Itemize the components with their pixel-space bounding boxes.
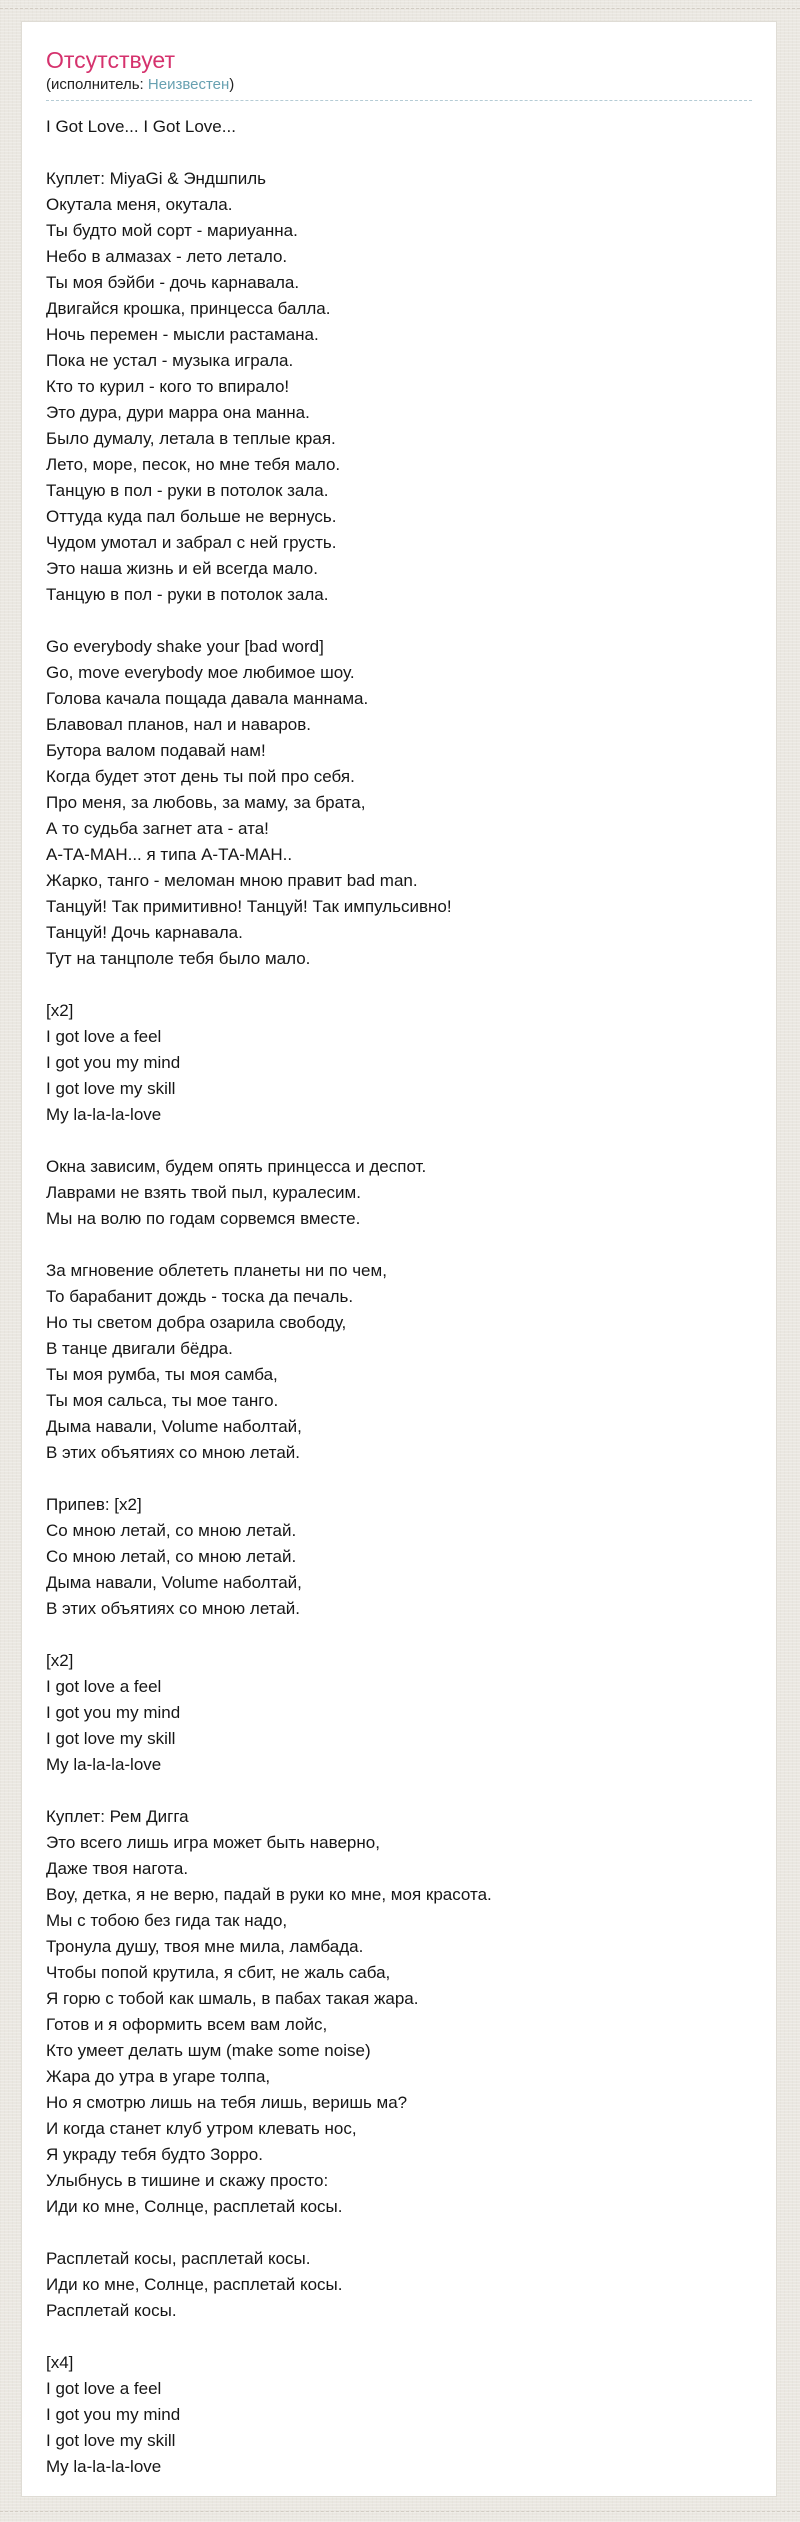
lyric-line: Это всего лишь игра может быть наверно, (46, 1833, 380, 1852)
lyric-line: Иди ко мне, Солнце, расплетай косы. (46, 2275, 343, 2294)
lyric-line: Go everybody shake your [bad word] (46, 637, 324, 656)
lyric-line: I got love my skill (46, 1729, 176, 1748)
lyric-line: I got you my mind (46, 2405, 181, 2424)
lyric-line: Было думалу, летала в теплые края. (46, 429, 336, 448)
lyric-stanza (46, 634, 752, 972)
lyric-line: В этих объятиях со мною летай. (46, 1443, 300, 1462)
lyric-stanza (46, 2350, 752, 2480)
lyric-stanza (46, 1154, 752, 1232)
lyric-line: Когда будет этот день ты пой про себя. (46, 767, 355, 786)
artist-link[interactable]: Неизвестен (147, 76, 230, 93)
lyric-line: I got love my skill (46, 1079, 176, 1098)
lyric-line: Двигайся крошка, принцесса балла. (46, 299, 331, 318)
lyric-line: Ты будто мой сорт - мариуанна. (46, 221, 298, 240)
artist-label: (исполнитель: (46, 76, 144, 93)
lyric-line: My la-la-la-love (46, 1755, 162, 1774)
lyric-stanza (46, 166, 752, 608)
lyric-line: [x2] (46, 1651, 74, 1670)
lyric-stanza (46, 1804, 752, 2220)
lyric-line: Мы с тобою без гида так надо, (46, 1911, 288, 1930)
lyric-line: I got love a feel (46, 2379, 162, 2398)
lyric-line: Танцуй! Так примитивно! Танцуй! Так импульсивно! (46, 897, 452, 916)
lyric-line: Небо в алмазах - лето летало. (46, 247, 288, 266)
lyric-line: Оттуда куда пал больше не вернусь. (46, 507, 337, 526)
lyric-stanza (46, 2246, 752, 2324)
lyric-line: Ты моя румба, ты моя самба, (46, 1365, 278, 1384)
page-bottom-dashed-divider (0, 2511, 800, 2512)
lyric-line: Танцую в пол - руки в потолок зала. (46, 585, 329, 604)
lyric-line: Это дура, дури марра она манна. (46, 403, 310, 422)
lyric-stanza (46, 1648, 752, 1778)
lyric-line: Кто умеет делать шум (make some noise) (46, 2041, 371, 2060)
lyric-line: Куплет: MiyaGi & Эндшпиль (46, 169, 266, 188)
lyric-line: Жара до утра в угаре толпа, (46, 2067, 271, 2086)
lyric-line: Чтобы попой крутила, я сбит, не жаль саба, (46, 1963, 391, 1982)
lyric-line: Расплетай косы. (46, 2301, 177, 2320)
lyric-stanza (46, 1492, 752, 1622)
lyric-line: I Got Love... I Got Love... (46, 117, 236, 136)
lyric-line: I got you my mind (46, 1053, 181, 1072)
lyric-line: Ночь перемен - мысли растамана. (46, 325, 319, 344)
lyric-line: Готов и я оформить всем вам лойс, (46, 2015, 328, 2034)
lyric-line: Go, move everybody мое любимое шоу. (46, 663, 355, 682)
lyric-line: Чудом умотал и забрал с ней грусть. (46, 533, 337, 552)
lyric-line: В этих объятиях со мною летай. (46, 1599, 300, 1618)
lyric-line: Блавовал планов, нал и наваров. (46, 715, 311, 734)
lyric-line: Голова качала пощада давала маннама. (46, 689, 369, 708)
lyric-line: My la-la-la-love (46, 1105, 162, 1124)
lyric-line: Танцуй! Дочь карнавала. (46, 923, 243, 942)
lyric-line: My la-la-la-love (46, 2457, 162, 2476)
artist-label-close: ) (229, 76, 235, 93)
page-top-dashed-divider (0, 8, 800, 9)
lyric-line: В танце двигали бёдра. (46, 1339, 233, 1358)
song-title: Отсутствует (46, 47, 175, 73)
lyric-line: [x4] (46, 2353, 74, 2372)
lyric-line: Я украду тебя будто Зорро. (46, 2145, 263, 2164)
lyric-line: Про меня, за любовь, за маму, за брата, (46, 793, 366, 812)
lyric-line: Мы на волю по годам сорвемся вместе. (46, 1209, 361, 1228)
lyric-line: Воу, детка, я не верю, падай в руки ко мне, моя красота. (46, 1885, 492, 1904)
lyric-line: Куплет: Рем Дигга (46, 1807, 189, 1826)
lyric-line: Иди ко мне, Солнце, расплетай косы. (46, 2197, 343, 2216)
lyric-line: Тут на танцполе тебя было мало. (46, 949, 311, 968)
lyric-line: Припев: [x2] (46, 1495, 142, 1514)
lyric-line: I got love a feel (46, 1677, 162, 1696)
lyric-line: Дыма навали, Volume наболтай, (46, 1417, 302, 1436)
lyric-line: Жарко, танго - меломан мною правит bad man. (46, 871, 418, 890)
lyric-line: Но я смотрю лишь на тебя лишь, веришь ма? (46, 2093, 408, 2112)
lyric-stanza (46, 114, 752, 140)
lyric-line: I got love my skill (46, 2431, 176, 2450)
lyric-stanza (46, 998, 752, 1128)
artist-row (46, 76, 752, 101)
lyric-line: Дыма навали, Volume наболтай, (46, 1573, 302, 1592)
lyric-line: I got love a feel (46, 1027, 162, 1046)
lyric-line: Кто то курил - кого то впирало! (46, 377, 290, 396)
lyric-line: Танцую в пол - руки в потолок зала. (46, 481, 329, 500)
lyric-line: Тронула душу, твоя мне мила, ламбада. (46, 1937, 364, 1956)
lyric-line: [x2] (46, 1001, 74, 1020)
lyric-line: И когда станет клуб утром клевать нос, (46, 2119, 357, 2138)
lyric-line: За мгновение облететь планеты ни по чем, (46, 1261, 387, 1280)
lyric-line: Но ты светом добра озарила свободу, (46, 1313, 347, 1332)
lyric-line: Окна зависим, будем опять принцесса и деспот. (46, 1157, 427, 1176)
lyric-line: I got you my mind (46, 1703, 181, 1722)
lyric-line: Расплетай косы, расплетай косы. (46, 2249, 311, 2268)
lyric-line: Пока не устал - музыка играла. (46, 351, 294, 370)
lyric-line: Лето, море, песок, но мне тебя мало. (46, 455, 341, 474)
lyrics-text (46, 114, 752, 2480)
lyric-line: Лаврами не взять твой пыл, куралесим. (46, 1183, 361, 1202)
lyric-line: То барабанит дождь - тоска да печаль. (46, 1287, 354, 1306)
lyrics-card (21, 21, 777, 2497)
lyric-line: Окутала меня, окутала. (46, 195, 233, 214)
lyric-line: Ты моя сальса, ты мое танго. (46, 1391, 279, 1410)
lyric-stanza (46, 1258, 752, 1466)
lyric-line: Ты моя бэйби - дочь карнавала. (46, 273, 300, 292)
lyric-line: Со мною летай, со мною летай. (46, 1521, 297, 1540)
lyric-line: А-ТА-МАН... я типа А-ТА-МАН.. (46, 845, 293, 864)
lyric-line: Я горю с тобой как шмаль, в пабах такая жара. (46, 1989, 419, 2008)
lyric-line: Даже твоя нагота. (46, 1859, 189, 1878)
lyric-line: А то судьба загнет ата - ата! (46, 819, 269, 838)
lyric-line: Улыбнусь в тишине и скажу просто: (46, 2171, 329, 2190)
lyric-line: Это наша жизнь и ей всегда мало. (46, 559, 318, 578)
lyric-line: Бутора валом подавай нам! (46, 741, 266, 760)
lyric-line: Со мною летай, со мною летай. (46, 1547, 297, 1566)
